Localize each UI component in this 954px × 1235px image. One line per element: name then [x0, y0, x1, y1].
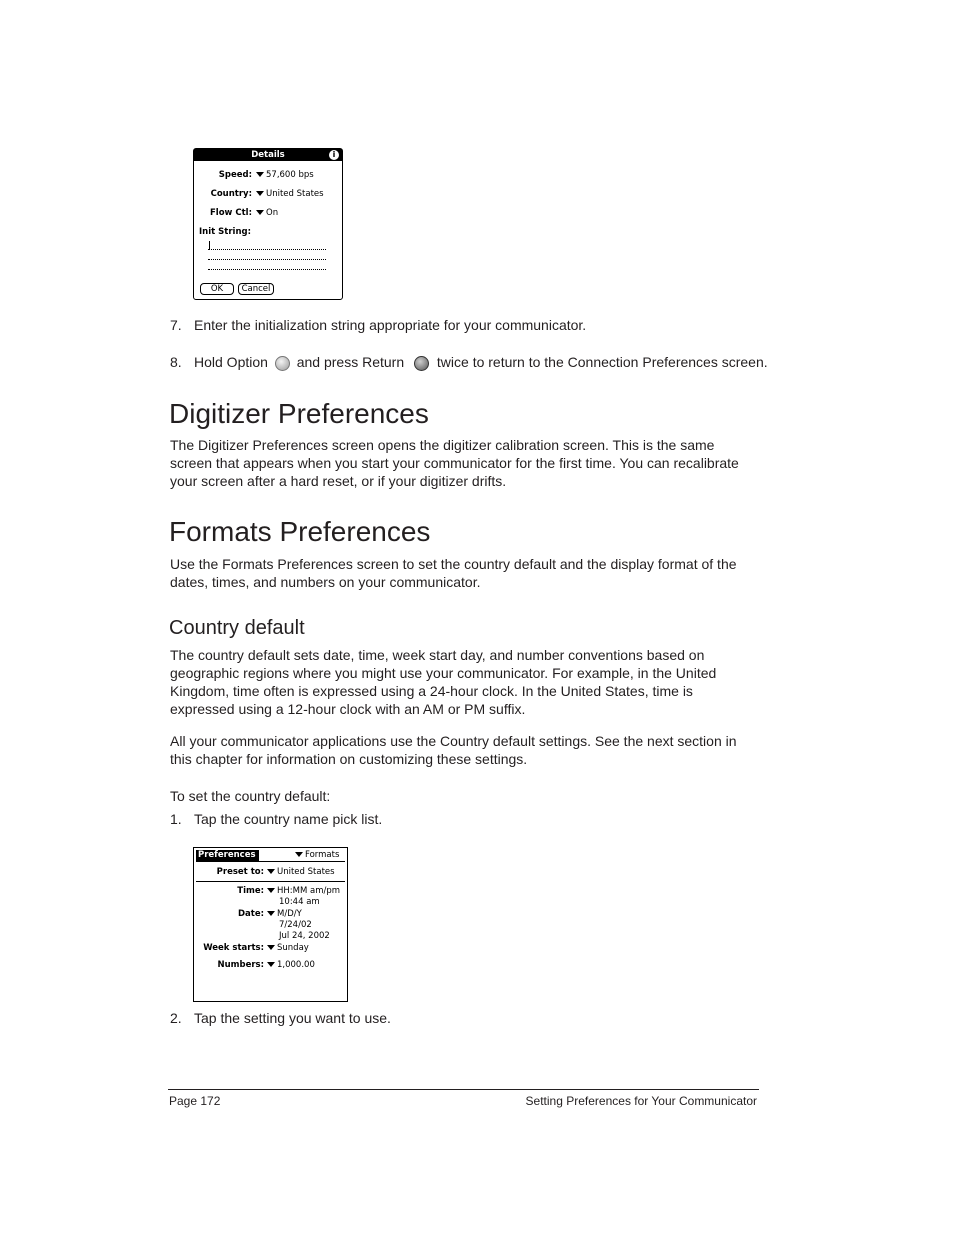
- input-line: [208, 269, 326, 270]
- digitizer-paragraph: The Digitizer Preferences screen opens the digitizer calibration screen. This is the same screen that appears when you start your communicator for the first time. You can recalibrate your screen after a hard reset, or if your digitizer drifts.: [170, 437, 739, 489]
- date-dropdown[interactable]: [265, 909, 302, 919]
- chevron-down-icon: [256, 210, 264, 215]
- flow-control-value: On: [266, 208, 279, 218]
- details-screen: [193, 148, 343, 300]
- country-paragraph-1: The country default sets date, time, week start day, and number conventions based on geographic regions where you might use your communicator. For example, in the United Kingdom, time often is expressed using a 24-hour clock. In the United States, time is expressed using a 12-hour clock with an AM or PM suffix.: [170, 647, 717, 717]
- week-starts-label: Week starts:: [203, 943, 264, 953]
- page-number: Page 172: [169, 1094, 221, 1108]
- step-text: Enter the initialization string appropriate for your communicator.: [194, 317, 587, 333]
- preset-divider: [196, 881, 345, 882]
- step-7: [170, 316, 770, 334]
- step-2: [170, 1009, 770, 1027]
- return-key-icon: [414, 356, 429, 371]
- procedure-title: To set the country default:: [170, 788, 331, 804]
- flow-control-label: Flow Ctl:: [210, 208, 252, 218]
- step-text: Tap the setting you want to use.: [194, 1010, 391, 1026]
- step-1: [170, 810, 770, 828]
- step-text-before: Hold Option: [194, 354, 268, 370]
- country-label: Country:: [210, 189, 252, 199]
- time-value: HH:MM am/pm: [277, 886, 341, 896]
- footer-rule: [168, 1089, 759, 1090]
- info-icon[interactable]: i: [329, 150, 339, 160]
- numbers-label: Numbers:: [217, 960, 264, 970]
- week-starts-dropdown[interactable]: [265, 943, 309, 953]
- time-label: Time:: [237, 886, 264, 896]
- chevron-down-icon: [256, 172, 264, 177]
- chevron-down-icon: [267, 911, 275, 916]
- country-default-heading: Country default: [169, 617, 305, 639]
- ok-button[interactable]: OK: [200, 283, 234, 295]
- date-example-short: 7/24/02: [279, 920, 312, 930]
- chevron-down-icon: [267, 869, 275, 874]
- week-starts-value: Sunday: [277, 943, 309, 953]
- preset-label: Preset to:: [216, 867, 264, 877]
- prefs-title: Preferences: [198, 850, 256, 860]
- speed-value: 57,600 bps: [266, 170, 314, 180]
- chapter-title: Setting Preferences for Your Communicator: [525, 1094, 757, 1108]
- country-paragraph-2: All your communicator applications use the Country default settings. See the next section in this chapter for information on customizing these settings.: [170, 733, 737, 767]
- step-number: 1.: [170, 811, 182, 827]
- speed-label: Speed:: [218, 170, 252, 180]
- step-number: 8.: [170, 354, 182, 370]
- country-value: United States: [266, 189, 324, 199]
- input-line: [208, 259, 326, 260]
- chevron-down-icon: [295, 852, 303, 857]
- date-value: M/D/Y: [277, 909, 302, 919]
- option-key-icon: [275, 356, 290, 371]
- speed-dropdown[interactable]: [254, 170, 314, 180]
- preset-dropdown[interactable]: [265, 867, 335, 877]
- date-label: Date:: [237, 909, 264, 919]
- details-title: Details: [251, 150, 285, 160]
- time-example: 10:44 am: [279, 897, 320, 907]
- preset-value: United States: [277, 867, 335, 877]
- init-string-field[interactable]: [208, 241, 328, 273]
- category-value: Formats: [305, 850, 340, 860]
- init-string-label: Init String:: [199, 227, 251, 237]
- input-line: [208, 249, 326, 250]
- chevron-down-icon: [256, 191, 264, 196]
- numbers-value: 1,000.00: [277, 960, 315, 970]
- formats-heading: Formats Preferences: [169, 516, 431, 547]
- formats-paragraph: Use the Formats Preferences screen to set the country default and the display format of the dates, times, and numbers on your communicator.: [170, 556, 737, 590]
- digitizer-heading: Digitizer Preferences: [169, 398, 429, 429]
- category-picker[interactable]: [293, 850, 339, 861]
- chevron-down-icon: [267, 962, 275, 967]
- flow-control-dropdown[interactable]: [254, 208, 278, 218]
- step-number: 7.: [170, 317, 182, 333]
- step-number: 2.: [170, 1010, 182, 1026]
- numbers-dropdown[interactable]: [265, 960, 315, 970]
- cancel-button[interactable]: Cancel: [238, 283, 274, 295]
- country-dropdown[interactable]: [254, 189, 324, 199]
- step-8: [170, 353, 770, 371]
- formats-screen: [193, 847, 348, 1002]
- step-text-after: twice to return to the Connection Preferences screen.: [436, 354, 768, 370]
- chevron-down-icon: [267, 888, 275, 893]
- title-underline: [196, 861, 345, 862]
- time-dropdown[interactable]: [265, 886, 340, 896]
- date-example-long: Jul 24, 2002: [279, 931, 330, 941]
- chevron-down-icon: [267, 945, 275, 950]
- step-text-middle: and press Return: [296, 354, 405, 370]
- step-text: Tap the country name pick list.: [194, 811, 383, 827]
